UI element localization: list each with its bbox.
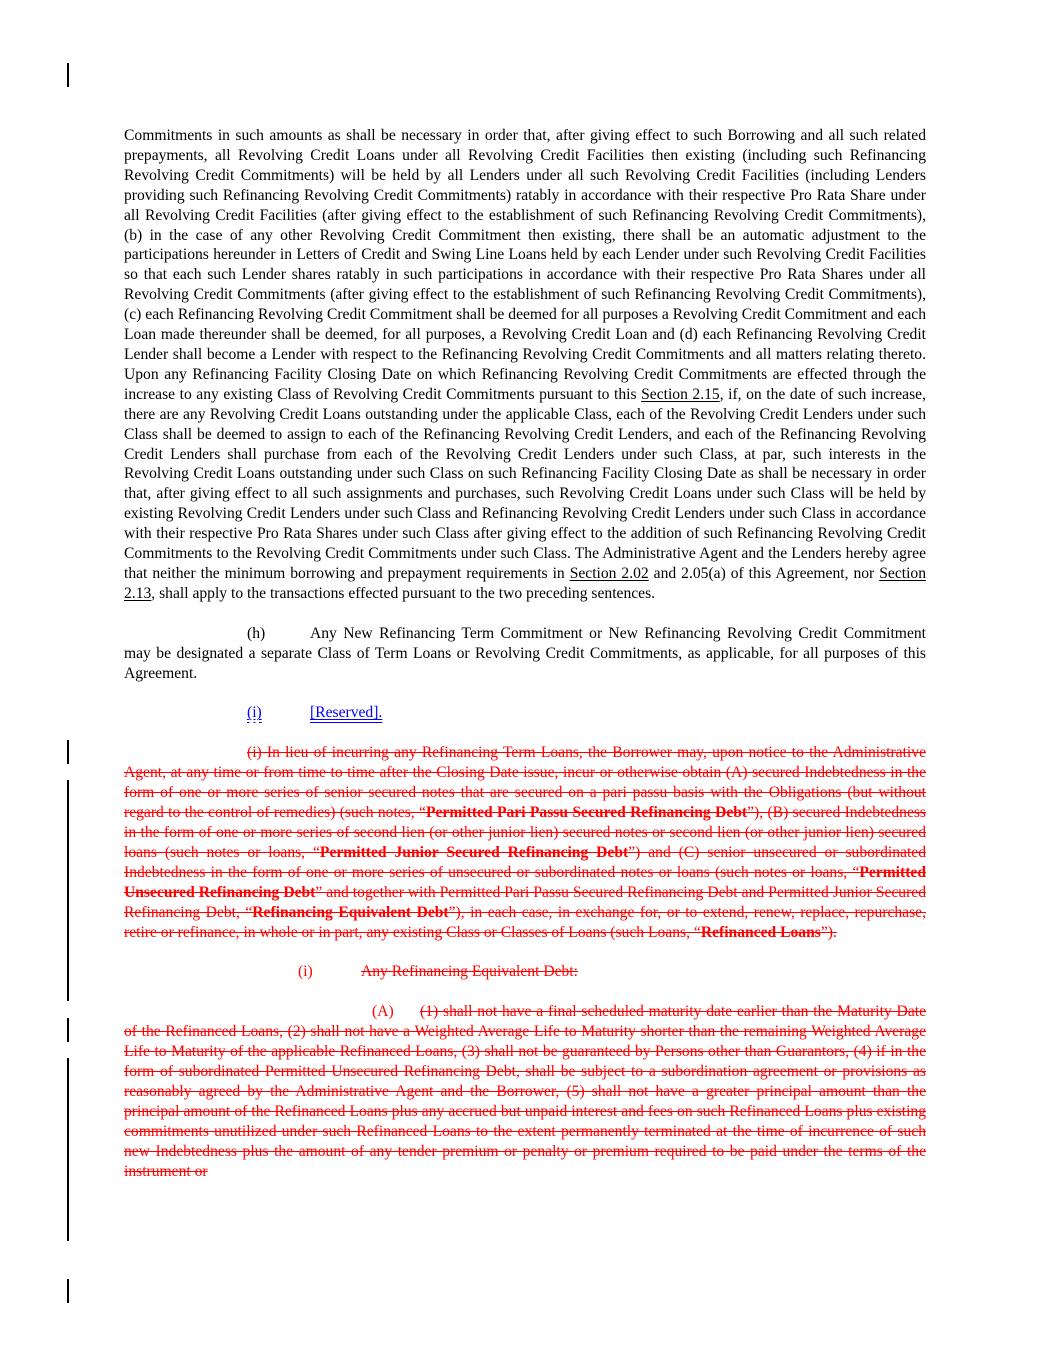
paragraph-A-deleted: (A) (1) shall not have a final scheduled maturity date earlier than the Maturity Date of the Refinanced Loans, (2) shall not have a Weighted Average Life to Maturity shorter than the remaining Weighted Average Life to Maturity of the applicable Refinanced Loans, (3) shall not be guaranteed by Persons other than Guarantors, (4) if in the form of subordinated Permitted Unsecured Refinancing Debt, shall be subject to a subordination agreement or provisions as reasonably agreed by the Administrative Agent and the Borrower, (5) shall not have a greater principal amount than the principal amount of the Refinanced Loans plus any accrued but unpaid interest and fees on such Refinanced Loans plus existing commitments unutilized under such Refinanced Loans to the extent permanently terminated at the time of incurrence of such new Indebtedness plus the amount of any tender premium or penalty or premium required to be paid under the terms of the instrument or	[124, 1003, 926, 1180]
defined-term: Permitted Junior Secured Refinancing Debt	[319, 843, 629, 861]
section-reference: Section 2.15	[641, 385, 720, 403]
clause-number: (i)	[247, 704, 262, 722]
document-body	[124, 126, 926, 1182]
change-bar	[67, 780, 69, 1001]
change-bar	[67, 1279, 69, 1303]
change-bar	[67, 63, 69, 87]
paragraph-i-deleted: (i) In lieu of incurring any Refinancing Term Loans, the Borrower may, upon notice to the Administrative Agent, at any time or from time to time after the Closing Date issue, incur or otherwise obtain (A) secured Indebtedness in the form of one or more series of senior secured notes that are secured on a pari passu basis with the Obligations (but without regard to the control of remedies) (such notes, “Permitted Pari Passu Secured Refinancing Debt”), (B) secured Indebtedness in the form of one or more series of second lien (or other junior lien) secured notes or second lien (or other junior lien) secured loans (such notes or loans, “Permitted Junior Secured Refinancing Debt”) and (C) senior unsecured or subordinated Indebtedness in the form of one or more series of unsecured or subordinated notes or loans (such notes or loans, “Permitted Unsecured Refinancing Debt” and together with Permitted Pari Passu Secured Refinancing Debt and Permitted Junior Secured Refinancing Debt, “Refinancing Equivalent Debt”), in each case, in exchange for, or to extend, renew, replace, repurchase, retire or refinance, in whole or in part, any existing Class or Classes of Loans (such Loans, “Refinanced Loans”).	[124, 744, 926, 941]
change-bar	[67, 740, 69, 764]
section-reference: Section 2.02	[569, 564, 649, 582]
paragraph-h: (h) Any New Refinancing Term Commitment or New Refinancing Revolving Credit Commitment may be designated a separate Class of Term Loans or Revolving Credit Commitments, as applicable, for all purposes of this Agreement.	[124, 624, 926, 682]
defined-term: Permitted Unsecured Refinancing Debt	[124, 863, 926, 901]
paragraph-g-continued: Commitments in such amounts as shall be necessary in order that, after giving effect to such Borrowing and all such related prepayments, all Revolving Credit Loans under all Revolving Credit Facilities then existing (including such Refinancing Revolving Credit Commitments) will be held by all Lenders under all such Revolving Credit Facilities (including Lenders providing such Refinancing Revolving Credit Commitments) ratably in accordance with their respective Pro Rata Share under all Revolving Credit Facilities (after giving effect to the establishment of such Refinancing Revolving Credit Commitments), (b) in the case of any other Revolving Credit Commitment then existing, there shall be an automatic adjustment to the participations hereunder in Letters of Credit and Swing Line Loans held by each Lender under such Revolving Credit Facilities so that each such Lender shares ratably in such participations in accordance with their respective Pro Rata Shares under all Revolving Credit Commitments (after giving effect to the establishment of such Refinancing Revolving Credit Commitments), (c) each Refinancing Revolving Credit Commitment shall be deemed for all purposes a Revolving Credit Commitment and each Loan made thereunder shall be deemed, for all purposes, a Revolving Credit Loan and (d) each Refinancing Revolving Credit Lender shall become a Lender with respect to the Refinancing Revolving Credit Commitments and all matters relating thereto. Upon any Refinancing Facility Closing Date on which Refinancing Revolving Credit Commitments are effected through the increase to any existing Class of Revolving Credit Commitments pursuant to this Section 2.15, if, on the date of such increase, there are any Revolving Credit Loans outstanding under the applicable Class, each of the Revolving Credit Lenders under such Class shall be deemed to assign to each of the Refinancing Revolving Credit Lenders, and each of the Refinancing Revolving Credit Lenders shall purchase from each of the Revolving Credit Lenders under such Class, at par, such interests in the Revolving Credit Loans outstanding under such Class on such Refinancing Facility Closing Date as shall be necessary in order that, after giving effect to all such assignments and purchases, such Revolving Credit Loans under such Class will be held by existing Revolving Credit Lenders under such Class and Refinancing Revolving Credit Lenders under such Class in accordance with their respective Pro Rata Shares under such Class after giving effect to the addition of such Refinancing Revolving Credit Commitments to the Revolving Credit Commitments under such Class. The Administrative Agent and the Lenders hereby agree that neither the minimum borrowing and prepayment requirements in Section 2.02 and 2.05(a) of this Agreement, nor Section 2.13, shall apply to the transactions effected pursuant to the two preceding sentences.	[124, 127, 926, 602]
paragraph-i-sub-deleted: (i) Any Refinancing Equivalent Debt:	[298, 963, 578, 981]
defined-term: Permitted Pari Passu Secured Refinancing Debt	[425, 804, 748, 822]
inserted-text: [Reserved].	[310, 704, 383, 722]
clause-number: (i)	[298, 963, 313, 981]
defined-term: Refinancing Equivalent Debt	[252, 903, 449, 921]
change-bar	[67, 1018, 69, 1042]
change-bar	[67, 1058, 69, 1241]
defined-term: Refinanced Loans	[700, 923, 821, 941]
clause-number: (A)	[372, 1003, 394, 1021]
paragraph-i-inserted	[124, 703, 926, 723]
section-reference: Section 2.13	[124, 564, 926, 602]
clause-number: (h)	[247, 624, 266, 642]
